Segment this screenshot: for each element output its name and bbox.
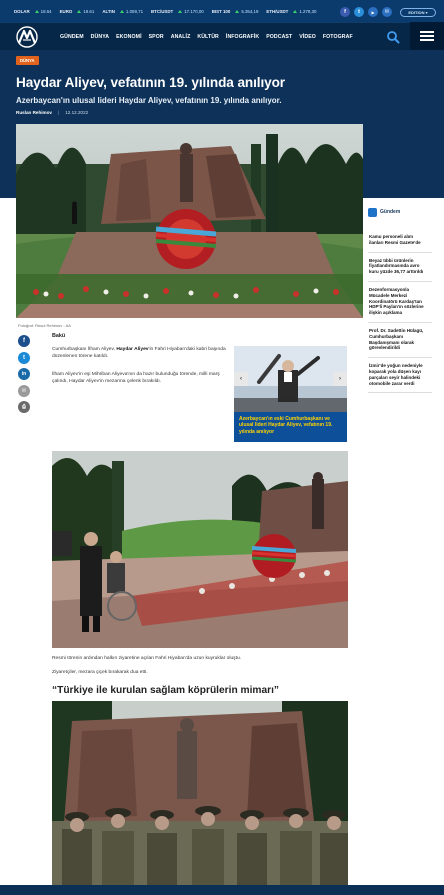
chat-bubble-icon [368,208,377,217]
nav-item[interactable]: FOTOGRAF [322,34,353,40]
section-heading-quote: “Türkiye ile kurulan sağlam köprülerin mimarı” [52,685,280,696]
ticker-item[interactable] [60,9,95,14]
facebook-icon[interactable]: f [340,7,350,17]
hamburger-icon[interactable] [420,31,434,41]
article-title: Haydar Aliyev, vefatının 19. yılında anılıyor [16,75,285,90]
nav-item[interactable]: İNFOGRAFİK [225,34,260,40]
ticker-item[interactable] [212,9,259,14]
email-icon[interactable]: ✉ [382,7,392,17]
youtube-icon[interactable]: ▶ [368,7,378,17]
ticker-symbol: DOLAR [14,8,30,14]
twitter-icon[interactable]: t [354,7,364,17]
arrow-up-icon [35,10,39,13]
related-article-image [234,346,347,412]
ticker-value: 17.170,00 [184,8,204,14]
ticker-value: 19.61 [83,8,95,14]
carousel-prev-button[interactable]: ‹ [234,372,248,386]
sidebar-news-item[interactable]: Beyaz tıbbi ürünlerin fiyatlandırmasında avro kuru yüzde 36,77 arttırıldı [368,253,432,282]
person-link[interactable]: Haydar Aliyev [116,347,149,352]
sidebar-news-item[interactable]: İzmir'de yoğun nedeniyle koparak yola düşen kayı parçaları seyir halindeki otomobile zarar verdi [368,358,432,393]
nav-item[interactable]: VİDEO [299,34,316,40]
byline [16,110,88,115]
paragraph-2: İlham Aliyev'in eşi Mihriban Aliyeva'nın da hazır bulunduğu törende, milli marş çalındı, Haydar Aliyev'in mezarına çelenk bırakıldı. [52,372,220,384]
article-subtitle: Azerbaycan'ın ulusal lideri Haydar Aliyev, vefatının 19. yılında anılıyor. [16,96,282,105]
arrow-up-icon [120,10,124,13]
ticker-symbol: EURO [59,8,73,14]
nav-item[interactable]: GÜNDEM [60,34,84,40]
nav-items [60,23,360,51]
main-nav [0,22,444,50]
share-bar [18,335,30,418]
related-article-card[interactable] [234,346,347,442]
share-email-icon[interactable]: ✉ [18,385,30,397]
paragraph-1: Cumhurbaşkanı İlham Aliyev, Haydar Aliyev'in Fahri Hiyaban'daki kabri başında düzenlenen törene katıldı. [52,347,226,359]
nav-item[interactable]: PODCAST [266,34,293,40]
author-name[interactable]: Ruslan Rehimov [16,110,52,115]
share-twitter-icon[interactable]: t [18,352,30,364]
menu-button[interactable] [410,22,444,50]
carousel-next-button[interactable]: › [333,372,347,386]
photo-caption: Fotoğraf: Resul Rehimov - AA [18,323,71,328]
paragraph-3: Resmi törenin ardından halkın ziyaretine açılan Fahri Hiyaban'da uzun kuyruklar oluştu. [52,656,242,661]
ticker-item[interactable] [14,9,52,14]
language-selector[interactable]: EDITION ▾ [400,8,436,17]
arrow-up-icon [235,10,239,13]
nav-item[interactable]: EKONOMİ [116,34,142,40]
ticker-symbol: ALTIN [102,8,115,14]
footer-bar [0,885,444,895]
photo-wheelchair-ceremony [52,451,348,648]
sidebar-news-item[interactable]: Kamu personeli alım ilanları Resmi Gazete'de [368,229,432,253]
ticker-symbol: ETH/USDT [266,8,289,14]
arrow-up-icon [178,10,182,13]
share-facebook-icon[interactable]: f [18,335,30,347]
dateline-location: Bakü [52,333,66,339]
nav-item[interactable]: ANALİZ [170,34,191,40]
ticker-item[interactable] [151,9,204,14]
ticker-item[interactable] [102,9,143,14]
arrow-up-icon [77,10,81,13]
photo-officers-salute [52,701,348,885]
ticker-symbol: BTC/USDT [151,8,174,14]
nav-item[interactable]: SPOR [148,34,164,40]
paragraph-4: Ziyaretçiler, mezara çiçek bırakarak dua etti. [52,670,148,675]
main-photo [16,124,363,318]
byline-separator: | [58,110,60,115]
ticker-value: 1.278,30 [299,8,317,14]
ticker-value: 5.354,19 [241,8,259,14]
related-article-title[interactable]: Azerbaycan'ın eski Cumhurbaşkanı ve ulusal lideri Haydar Aliyev, vefatının 19. yılında anılıyor [239,416,333,435]
arrow-up-icon [293,10,297,13]
ticker-value: 1.059,71 [125,8,144,14]
nav-item[interactable]: KÜLTÜR [197,34,219,40]
sidebar-news-item[interactable]: Prof. Dr. Sadettin Hülagü, Cumhurbaşkanı Başdanışmanı olarak görevlendirildi [368,323,432,358]
category-badge[interactable]: DÜNYA [16,56,39,65]
nav-item[interactable]: DÜNYA [90,34,110,40]
share-linkedin-icon[interactable]: in [18,368,30,380]
sidebar-news-item[interactable]: Dezenformasyonla Mücadele Merkezi Koordinatörü Kardaş'tan HDP'li Paylan'ın sözlerine ilişkin açıklama [368,282,432,323]
sidebar-heading: Gündem [368,205,444,219]
ticker-symbol: BIST 100 [211,8,231,14]
sidebar-gundem [368,205,444,393]
publish-date: 12.12.2022 [65,110,89,115]
ticker-value: 18.64 [40,8,52,14]
sidebar-list [368,229,444,393]
search-icon[interactable] [386,30,400,44]
aa-logo-icon[interactable] [14,26,40,48]
print-icon[interactable]: ⎙ [18,401,30,413]
ticker-item[interactable] [266,9,316,14]
